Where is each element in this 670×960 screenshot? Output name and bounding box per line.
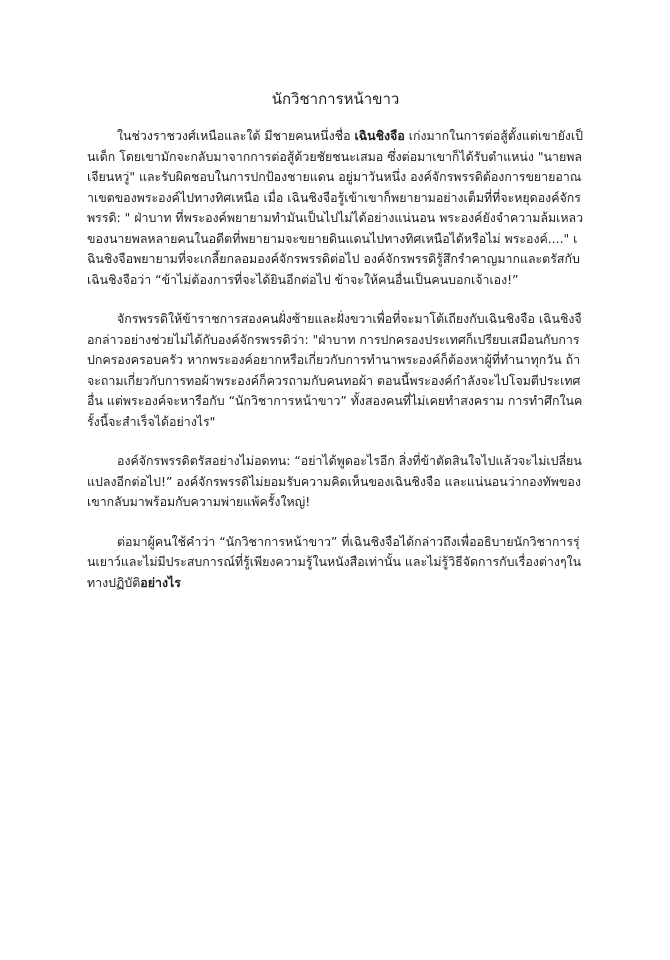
paragraph-text: องค์จักรพรรดิตรัสอย่างไม่อดทน: “อย่าได้พูดอะไรอีก สิ่งที่ข้าตัดสินใจไปแล้วจะไม่เปลี่ยนแปลงอีกต่อไป!” องค์จักรพรรดิไม่ยอมรับความคิดเห็นของเฉินชิงจือ และแน่นอนว่ากองทัพของเขากลับมาพร้อมกับความพ่ายแพ้ครั้งใหญ่!: [87, 453, 582, 509]
paragraph-2: [87, 309, 584, 432]
paragraph-text: จักรพรรดิให้ข้าราชการสองคนฝั่งซ้ายและฝั่งขวาเพื่อที่จะมาโต้เถียงกับเฉินชิงจือ เฉินชิงจือกล่าวอย่างช่วยไม่ได้กับองค์จักรพรรดิว่า: "ฝ่าบาท การปกครองประเทศก็เปรียบเสมือนกับการปกครองครอบครัว หากพระองค์อยากหรือเกี่ยวกับการทำนาพระองค์ก็ต้องหาผู้ที่ทำนาทุกวัน ถ้าจะถามเกี่ยวกับการทอผ้าพระองค์ก็ควรถามกับคนทอผ้า ตอนนี้พระองค์กำลังจะไปโจมตีประเทศอื่น แต่พระองค์จะหารือกับ “นักวิชาการหน้าขาว” ทั้งสองคนที่ไม่เคยทำสงคราม การทำศึกในครั้งนี้จะสำเร็จได้อย่างไร": [87, 311, 583, 429]
paragraph-4: [87, 532, 584, 594]
paragraph-1: [87, 126, 584, 290]
document-title: นักวิชาการหน้าขาว: [271, 90, 400, 108]
paragraph-text: ต่อมาผู้คนใช้คำว่า “นักวิชาการหน้าขาว” ที่เฉินชิงจือได้กล่าวถึงเพื่ออธิบายนักวิชาการรุ่นเยาว์และไม่มีประสบการณ์ที่รู้เพียงความรู้ในหนังสือเท่านั้น และไม่รู้วิธีจัดการกับเรื่องต่างๆในทางปฏิบัติ: [87, 533, 582, 590]
paragraph-text: ในช่วงราชวงศ์เหนือและใต้ มีชายคนหนึ่งชื่อ: [117, 128, 355, 143]
paragraph-text: เก่งมากในการต่อสู้ตั้งแต่เขายังเป็นเด็ก โดยเขามักจะกลับมาจากการต่อสู้ด้วยชัยชนะเสมอ ซึ่งต่อมาเขาก็ได้รับตำแหน่ง "นายพลเจียนหวู่" และรับผิดชอบในการปกป้องชายแดน อยู่มาวันหนึ่ง องค์จักรพรรดิต้องการขยายอาณาเขตของพระองค์ไปทางทิศเหนือ เมื่อ เฉินชิงจือรู้เข้าเขาก็พยายามอย่างเต็มที่ที่จะหยุดองค์จักรพรรดิ: " ฝ่าบาท ที่พระองค์พยายามทำมันเป็นไปไม่ได้อย่างแน่นอน พระองค์ยังจำความล้มเหลวของนายพลหลายคนในอดีตที่พยายามจะขยายดินแดนไปทางทิศเหนือได้หรือไม่ พระองค์...." เฉินชิงจือพยายามที่จะเกลี้ยกลอมองค์จักรพรรดิต่อไป องค์จักรพรรดิรู้สึกรำคาญมากและตรัสกับเฉินชิงจือว่า “ข้าไม่ต้องการที่จะได้ยินอีกต่อไป ข้าจะให้คนอื่นเป็นคนบอกเจ้าเอง!”: [87, 128, 584, 287]
paragraph-bold-ending: อย่างไร: [140, 574, 181, 590]
paragraph-bold-name: เฉินชิงจือ: [354, 128, 405, 143]
paragraph-3: [87, 451, 584, 513]
